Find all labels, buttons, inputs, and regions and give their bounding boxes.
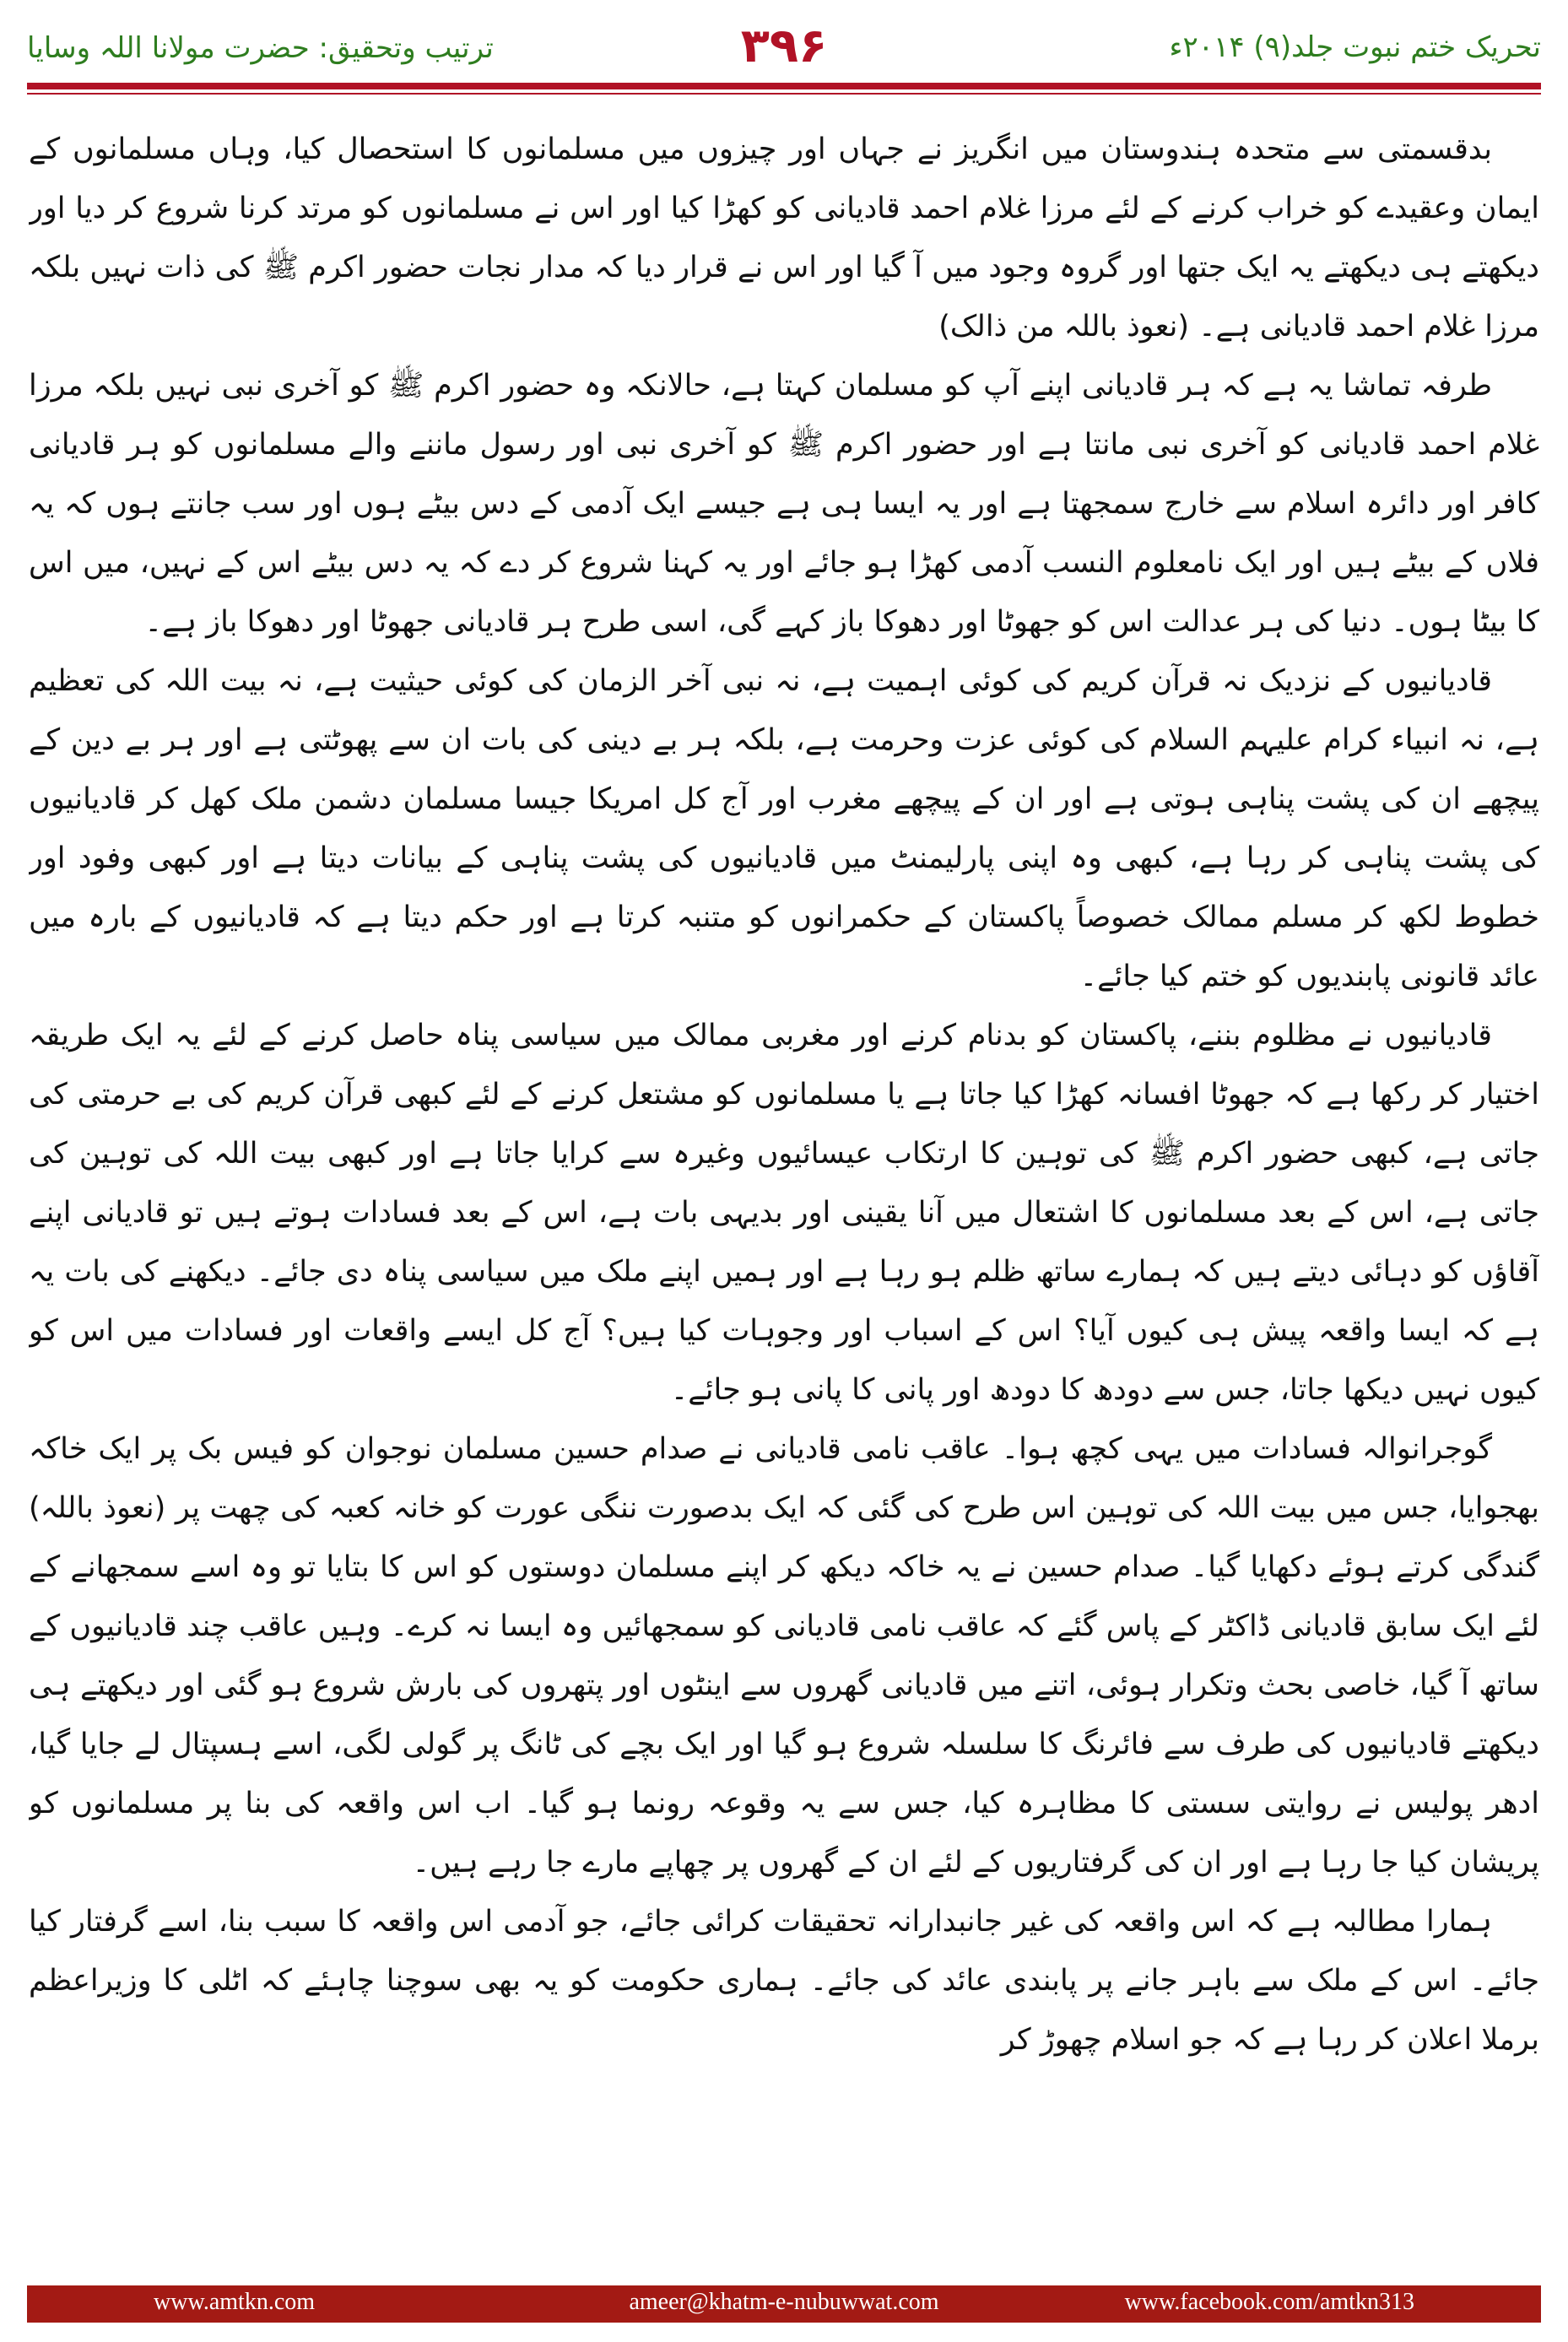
page-header bbox=[27, 19, 1541, 71]
paragraph-1: بدقسمتی سے متحدہ ہندوستان میں انگریز نے جہاں اور چیزوں میں مسلمانوں کا استحصال کیا، وہاں مسلمانوں کے ایمان وعقیدے کو خراب کرنے کے لئے مرزا غلام احمد قادیانی کو کھڑا کیا اور اس نے مسلمانوں کو مرتد کرنا شروع کر دیا اور دیکھتے ہی دیکھتے یہ ایک جتھا اور گروہ وجود میں آ گیا اور اس نے قرار دیا کہ مدار نجات حضور اکرم ﷺ کی ذات نہیں بلکہ مرزا غلام احمد قادیانی ہے۔ (نعوذ باللہ من ذالک) bbox=[29, 133, 1539, 343]
article-body bbox=[29, 120, 1539, 2247]
page-footer bbox=[27, 2285, 1541, 2323]
paragraph-3: قادیانیوں کے نزدیک نہ قرآن کریم کی کوئی اہمیت ہے، نہ نبی آخر الزمان کی کوئی حیثیت ہے، نہ بیت اللہ کی تعظیم ہے، نہ انبیاء کرام علیہم السلام کی کوئی عزت وحرمت ہے، بلکہ ہر بے دینی کی بات ان سے پھوٹتی ہے اور ہر بے دین کے پیچھے ان کی پشت پناہی ہوتی ہے اور ان کے پیچھے مغرب اور آج کل امریکا جیسا مسلمان دشمن ملک کھل کر قادیانیوں کی پشت پناہی کر رہا ہے، کبھی وہ اپنی پارلیمنٹ میں قادیانیوں کی پشت پناہی کے بیانات دیتا ہے اور کبھی وفود اور خطوط لکھ کر مسلم ممالک خصوصاً پاکستان کے حکمرانوں کو متنبہ کرتا ہے اور حکم دیتا ہے کہ قادیانیوں کے بارہ میں عائد قانونی پابندیوں کو ختم کیا جائے۔ bbox=[29, 664, 1539, 993]
paragraph-5: گوجرانوالہ فسادات میں یہی کچھ ہوا۔ عاقب نامی قادیانی نے صدام حسین مسلمان نوجوان کو فیس بک پر ایک خاکہ بھجوایا، جس میں بیت اللہ کی توہین اس طرح کی گئی کہ ایک بدصورت ننگی عورت کو خانہ کعبہ کی چھت پر (نعوذ باللہ) گندگی کرتے ہوئے دکھایا گیا۔ صدام حسین نے یہ خاکہ دیکھ کر اپنے مسلمان دوستوں کو اس کا بتایا تو وہ اسے سمجھانے کے لئے ایک سابق قادیانی ڈاکٹر کے پاس گئے کہ عاقب نامی قادیانی کو سمجھائیں وہ ایسا نہ کرے۔ وہیں عاقب چند قادیانیوں کے ساتھ آ گیا، خاصی بحث وتکرار ہوئی، اتنے میں قادیانی گھروں سے اینٹوں اور پتھروں کی بارش شروع ہو گئی اور دیکھتے ہی دیکھتے قادیانیوں کی طرف سے فائرنگ کا سلسلہ شروع ہو گیا اور ایک بچے کی ٹانگ پر گولی لگی، اسے ہسپتال لے جایا گیا، ادھر پولیس نے روایتی سستی کا مظاہرہ کیا، جس سے یہ وقوعہ رونما ہو گیا۔ اب اس واقعہ کی بنا پر مسلمانوں کو پریشان کیا جا رہا ہے اور ان کی گرفتاریوں کے لئے ان کے گھروں پر چھاپے مارے جا رہے ہیں۔ bbox=[29, 1432, 1539, 1880]
website-link[interactable]: www.amtkn.com bbox=[154, 2289, 316, 2315]
paragraph-2: طرفہ تماشا یہ ہے کہ ہر قادیانی اپنے آپ کو مسلمان کہتا ہے، حالانکہ وہ حضور اکرم ﷺ کو آخری نبی نہیں بلکہ مرزا غلام احمد قادیانی کو آخری نبی مانتا ہے اور حضور اکرم ﷺ کو آخری نبی اور رسول ماننے والے مسلمانوں کو ہر قادیانی کافر اور دائرہ اسلام سے خارج سمجھتا ہے اور یہ ایسا ہی ہے جیسے ایک آدمی کے دس بیٹے ہوں اور سب جانتے ہوں کہ یہ فلاں کے بیٹے ہیں اور ایک نامعلوم النسب آدمی کھڑا ہو جائے اور یہ کہنا شروع کر دے کہ یہ دس بیٹے اس کے نہیں، میں اس کا بیٹا ہوں۔ دنیا کی ہر عدالت اس کو جھوٹا اور دھوکا باز کہے گی، اسی طرح ہر قادیانی جھوٹا اور دھوکا باز ہے۔ bbox=[29, 369, 1539, 639]
facebook-link[interactable]: www.facebook.com/amtkn313 bbox=[1124, 2289, 1414, 2315]
book-title: تحریک ختم نبوت جلد(۹) ۲۰۱۴ء bbox=[1169, 30, 1541, 64]
paragraph-6: ہمارا مطالبہ ہے کہ اس واقعہ کی غیر جانبدارانہ تحقیقات کرائی جائے، جو آدمی اس واقعہ کا سبب بنا، اسے گرفتار کیا جائے۔ اس کے ملک سے باہر جانے پر پابندی عائد کی جائے۔ ہماری حکومت کو یہ بھی سوچنا چاہئے کہ اٹلی کا وزیراعظم برملا اعلان کر رہا ہے کہ جو اسلام چھوڑ کر bbox=[29, 1905, 1539, 2057]
header-divider-thin bbox=[27, 93, 1541, 95]
header-divider bbox=[27, 83, 1541, 89]
compiler-credit: ترتیب وتحقیق: حضرت مولانا اللہ وسایا bbox=[27, 31, 494, 65]
page-number: ۳۹۶ bbox=[740, 19, 828, 73]
email-link[interactable]: ameer@khatm-e-nubuwwat.com bbox=[629, 2289, 939, 2315]
paragraph-4: قادیانیوں نے مظلوم بننے، پاکستان کو بدنام کرنے اور مغربی ممالک میں سیاسی پناہ حاصل کرنے کے لئے یہ ایک طریقہ اختیار کر رکھا ہے کہ جھوٹا افسانہ کھڑا کیا جاتا ہے یا مسلمانوں کو مشتعل کرنے کے لئے کبھی قرآن کریم کی بے حرمتی کی جاتی ہے، کبھی حضور اکرم ﷺ کی توہین کا ارتکاب عیسائیوں وغیرہ سے کرایا جاتا ہے اور کبھی بیت اللہ کی توہین کی جاتی ہے، اس کے بعد مسلمانوں کا اشتعال میں آنا یقینی اور بدیہی بات ہے، اس کے بعد فسادات ہوتے ہیں تو قادیانی اپنے آقاؤں کو دہائی دیتے ہیں کہ ہمارے ساتھ ظلم ہو رہا ہے اور ہمیں اپنے ملک میں سیاسی پناہ دی جائے۔ دیکھنے کی بات یہ ہے کہ ایسا واقعہ پیش ہی کیوں آیا؟ اس کے اسباب اور وجوہات کیا ہیں؟ آج کل ایسے واقعات اور فسادات میں اس کو کیوں نہیں دیکھا جاتا، جس سے دودھ کا دودھ اور پانی کا پانی ہو جائے۔ bbox=[29, 1019, 1539, 1407]
